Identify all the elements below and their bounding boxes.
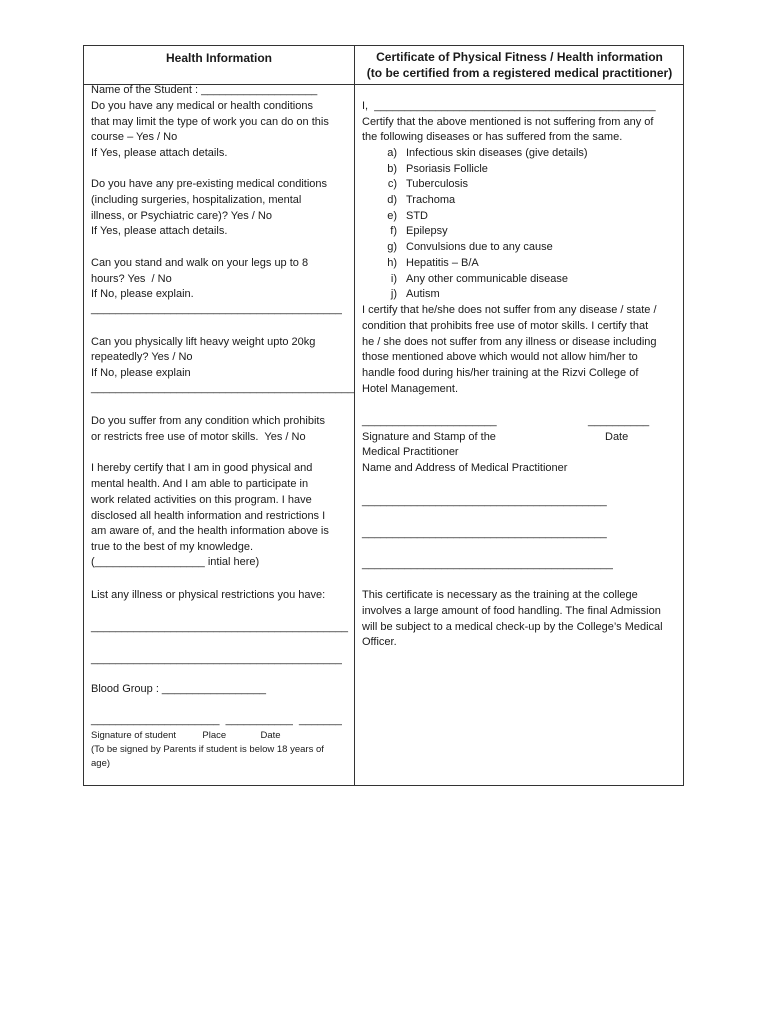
- disease-list-item: Trachoma: [406, 194, 456, 206]
- certificate-heading: [355, 46, 684, 84]
- student-name-line: Name of the Student : ___________________: [91, 84, 318, 96]
- initial-here-line: (__________________ intial here): [91, 556, 260, 568]
- motor-skills-question: Do you suffer from any condition which prohibits: [91, 415, 325, 427]
- student-declaration: disclosed all health information and restrictions I: [91, 510, 326, 522]
- preexisting-conditions-question: illness, or Psychiatric care)? Yes / No: [91, 210, 272, 222]
- certificate-footer-note: involves a large amount of food handling. The final Admission: [362, 605, 661, 617]
- certificate-heading-subtitle: (to be certified from a registered medical practitioner): [366, 66, 673, 80]
- certificate-footer-note: will be subject to a medical check-up by the College’s Medical: [362, 621, 663, 633]
- disease-list-item: Psoriasis Follicle: [406, 163, 488, 175]
- disease-list-letter: h): [387, 257, 397, 269]
- health-information-heading: Health Information: [165, 51, 272, 65]
- address-blank-line: _________________________________________: [362, 558, 613, 570]
- column-divider: [354, 46, 355, 785]
- student-declaration: mental health. And I am able to participate in: [91, 478, 309, 490]
- preexisting-conditions-question: Do you have any pre-existing medical conditions: [91, 178, 328, 190]
- practitioner-certification: I certify that he/she does not suffer from any disease / state /: [362, 304, 657, 316]
- signature-labels: Signature of student Place Date: [91, 730, 281, 741]
- attach-details-note: If Yes, please attach details.: [91, 225, 228, 237]
- attach-details-note: If Yes, please attach details.: [91, 147, 228, 159]
- disease-list-item: Autism: [406, 288, 440, 300]
- practitioner-signature-line: ______________________: [362, 415, 497, 427]
- blood-group-line: Blood Group : _________________: [91, 683, 266, 695]
- certificate-footer-note: This certificate is necessary as the training at the college: [362, 589, 638, 601]
- student-declaration: am aware of, and the health information above is: [91, 525, 329, 537]
- student-declaration: I hereby certify that I am in good physical and: [91, 462, 313, 474]
- disease-list-letter: b): [387, 163, 397, 175]
- disease-list-letter: d): [387, 194, 397, 206]
- practitioner-certification: he / she does not suffer from any illness or disease including: [362, 336, 657, 348]
- medical-conditions-question: course – Yes / No: [91, 131, 178, 143]
- certify-intro: Certify that the above mentioned is not suffering from any of: [362, 116, 654, 128]
- lift-weight-question: repeatedly? Yes / No: [91, 351, 193, 363]
- motor-skills-question: or restricts free use of motor skills. Yes / No: [91, 431, 306, 443]
- disease-list-letter: g): [387, 241, 397, 253]
- disease-list-letter: i): [390, 273, 397, 285]
- parent-signature-note: (To be signed by Parents if student is below 18 years of: [91, 744, 324, 755]
- signature-stamp-label: Signature and Stamp of the: [362, 431, 496, 443]
- name-address-label: Name and Address of Medical Practitioner: [362, 462, 568, 474]
- medical-conditions-question: Do you have any medical or health conditions: [91, 100, 313, 112]
- practitioner-certification: those mentioned above which would not allow him/her to: [362, 351, 638, 363]
- medical-conditions-question: that may limit the type of work you can do on this: [91, 116, 329, 128]
- address-blank-line: ________________________________________: [362, 495, 607, 507]
- disease-list-letter: a): [387, 147, 397, 159]
- disease-list-item: Convulsions due to any cause: [406, 241, 553, 253]
- signature-stamp-label: Medical Practitioner: [362, 446, 459, 458]
- explain-blank-line: ___________________________________________: [91, 382, 355, 394]
- illness-blank-line: _________________________________________: [91, 653, 342, 665]
- illness-restrictions-prompt: List any illness or physical restrictions you have:: [91, 589, 326, 601]
- certificate-heading-title: Certificate of Physical Fitness / Health information: [376, 50, 663, 64]
- disease-list-letter: c): [387, 178, 397, 190]
- stand-walk-question: Can you stand and walk on your legs up to 8: [91, 257, 309, 269]
- disease-list-item: STD: [406, 210, 428, 222]
- student-declaration: work related activities on this program. I have: [91, 494, 312, 506]
- parent-signature-note: age): [91, 758, 111, 769]
- address-blank-line: ________________________________________: [362, 527, 607, 539]
- disease-list-item: Any other communicable disease: [406, 273, 569, 285]
- practitioner-certification: handle food during his/her training at the Rizvi College of: [362, 367, 639, 379]
- date-label: Date: [605, 431, 629, 443]
- explain-note: If No, please explain: [91, 367, 191, 379]
- disease-list-letter: j): [390, 288, 397, 300]
- preexisting-conditions-question: (including surgeries, hospitalization, mental: [91, 194, 302, 206]
- certificate-footer-note: Officer.: [362, 636, 397, 648]
- explain-note: If No, please explain.: [91, 288, 194, 300]
- disease-list-item: Tuberculosis: [406, 178, 468, 190]
- disease-list-letter: e): [387, 210, 397, 222]
- disease-list-item: Infectious skin diseases (give details): [406, 147, 588, 159]
- lift-weight-question: Can you physically lift heavy weight upto 20kg: [91, 336, 316, 348]
- disease-list-letter: f): [390, 225, 397, 237]
- practitioner-name-line: I, ______________________________________________: [362, 100, 656, 112]
- disease-list-item: Hepatitis – B/A: [406, 257, 479, 269]
- explain-blank-line: _________________________________________: [91, 303, 342, 315]
- certify-intro: the following diseases or has suffered from the same.: [362, 131, 623, 143]
- stand-walk-question: hours? Yes / No: [91, 273, 172, 285]
- signature-blank-lines: _____________________ ___________ _______: [91, 714, 342, 726]
- practitioner-certification: Hotel Management.: [362, 383, 458, 395]
- illness-blank-line: __________________________________________: [91, 621, 348, 633]
- practitioner-certification: condition that prohibits free use of motor skills. I certify that: [362, 320, 649, 332]
- disease-list-item: Epilepsy: [406, 225, 448, 237]
- practitioner-date-line: __________: [588, 415, 650, 427]
- student-declaration: true to the best of my knowledge.: [91, 541, 254, 553]
